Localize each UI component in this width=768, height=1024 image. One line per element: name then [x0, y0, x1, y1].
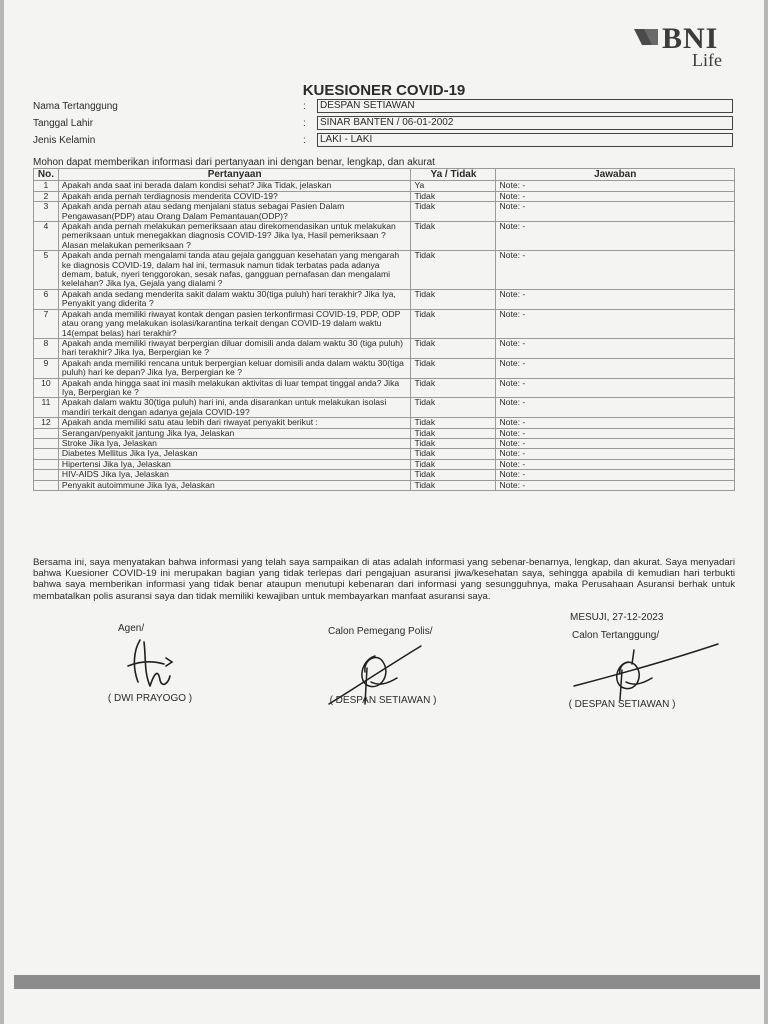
table-row: [34, 480, 735, 490]
row-number: 4: [34, 222, 59, 251]
row-note: Note: -: [496, 480, 735, 490]
row-question: Stroke Jika Iya, Jelaskan: [58, 438, 411, 448]
header-answer: Ya / Tidak: [411, 169, 496, 181]
row-note: Note: -: [496, 428, 735, 438]
intro-text: Mohon dapat memberikan informasi dari pertanyaan ini dengan benar, lengkap, dan akurat: [33, 157, 435, 168]
row-number: [34, 480, 59, 490]
row-answer: Tidak: [411, 438, 496, 448]
row-note: Note: -: [496, 251, 735, 290]
info-value-gender: LAKI - LAKI: [317, 133, 733, 147]
row-question: Apakah anda pernah terdiagnosis menderita COVID-19?: [58, 191, 411, 201]
row-answer: Ya: [411, 181, 496, 191]
table-row: [34, 222, 735, 251]
row-note: Note: -: [496, 309, 735, 338]
row-number: 10: [34, 378, 59, 398]
row-note: Note: -: [496, 438, 735, 448]
row-number: 9: [34, 358, 59, 378]
row-number: [34, 428, 59, 438]
table-row: [34, 378, 735, 398]
row-note: Note: -: [496, 418, 735, 428]
row-note: Note: -: [496, 358, 735, 378]
row-question: Apakah anda memiliki riwayat berpergian diluar domisili anda dalam waktu 30 (tiga puluh) hari terakhir? Jika Iya, Berpergian ke ?: [58, 338, 411, 358]
row-question: Hipertensi Jika Iya, Jelaskan: [58, 459, 411, 469]
table-body: [34, 181, 735, 491]
table-row: [34, 202, 735, 222]
table-row: [34, 191, 735, 201]
agent-signature-image: [120, 636, 190, 694]
row-answer: Tidak: [411, 428, 496, 438]
row-number: 5: [34, 251, 59, 290]
table-row: [34, 338, 735, 358]
row-note: Note: -: [496, 398, 735, 418]
row-note: Note: -: [496, 222, 735, 251]
row-answer: Tidak: [411, 480, 496, 490]
info-colon: :: [303, 118, 306, 129]
signature-title: Agen/: [118, 623, 145, 634]
declaration-text: Bersama ini, saya menyatakan bahwa informasi yang telah saya sampaikan di atas adalah informasi yang sebenar-benarnya, lengkap, dan akurat. Saya menyadari bahwa Kuesioner COVID-19 ini merupakan bagian yang tidak terlepas dari pengajuan asuransi jiwa/kesehatan saya, sehingga apabila di kemudian hari terbukti bahwa saya memberikan informasi yang tidak benar ataupun menutupi kebenaran dari informasi yang sesungguhnya, maka Perusahaan Asuransi berhak untuk membatalkan polis asuransi saya dan tidak memiliki kewajiban untuk membayarkan manfaat asuransi saya.: [33, 557, 735, 602]
signature-title: Calon Pemegang Polis/: [328, 626, 433, 637]
row-question: Apakah anda memiliki rencana untuk berpergian keluar domisili anda dalam waktu 30(tiga puluh) hari ke depan? Jika Iya, Berpergian ke ?: [58, 358, 411, 378]
row-answer: Tidak: [411, 398, 496, 418]
info-label: Nama Tertanggung: [33, 101, 118, 112]
row-answer: Tidak: [411, 459, 496, 469]
header-question: Pertanyaan: [58, 169, 411, 181]
row-question: Diabetes Mellitus Jika Iya, Jelaskan: [58, 449, 411, 459]
row-note: Note: -: [496, 338, 735, 358]
row-note: Note: -: [496, 378, 735, 398]
table-row: [34, 358, 735, 378]
header-no: No.: [34, 169, 59, 181]
info-colon: :: [303, 135, 306, 146]
table-row: [34, 459, 735, 469]
row-answer: Tidak: [411, 309, 496, 338]
row-number: 6: [34, 289, 59, 309]
table-row: [34, 438, 735, 448]
row-question: Apakah anda pernah melakukan pemeriksaan atau direkomendasikan untuk melakukan pemeriksaan untuk menegakkan diagnosis COVID-19? Jika Iya, Hasil pemeriksaan ? Alasan melakukan pemeriksaan ?: [58, 222, 411, 251]
row-answer: Tidak: [411, 358, 496, 378]
table-row: [34, 470, 735, 480]
bottom-border-band: [14, 975, 760, 989]
row-number: [34, 449, 59, 459]
row-number: 1: [34, 181, 59, 191]
questionnaire-table: [33, 168, 735, 491]
row-note: Note: -: [496, 202, 735, 222]
agent-signature-title: [118, 623, 144, 634]
row-number: [34, 470, 59, 480]
row-question: Apakah anda pernah atau sedang menjalani status sebagai Pasien Dalam Pengawasan(PDP) atau Orang Dalam Pemantauan(ODP)?: [58, 202, 411, 222]
bni-logo-mark-icon: [632, 26, 660, 48]
signature-name: ( DWI PRAYOGO ): [107, 693, 193, 704]
info-label: Tanggal Lahir: [33, 118, 94, 129]
table-row: [34, 251, 735, 290]
row-answer: Tidak: [411, 418, 496, 428]
table-row: [34, 309, 735, 338]
row-question: Serangan/penyakit jantung Jika Iya, Jelaskan: [58, 428, 411, 438]
row-question: Apakah dalam waktu 30(tiga puluh) hari ini, anda disarankan untuk melakukan isolasi mandiri terkait dengan adanya gejala COVID-19?: [58, 398, 411, 418]
row-number: [34, 459, 59, 469]
insured-signature-name: [562, 699, 682, 710]
agent-signature-name: [100, 693, 200, 704]
row-question: Apakah anda pernah mengalami tanda atau gejala gangguan kesehatan yang mengarah ke diagnosis COVID-19, dalam hal ini, termasuk namun tidak terbatas pada adanya demam, batuk, nyeri tenggorokan, sesak nafas, gangguan pernafasan dan mengalami kelelahan? Jika Iya, Gejala yang dialami ?: [58, 251, 411, 290]
table-row: [34, 181, 735, 191]
row-question: Apakah anda hingga saat ini masih melakukan aktivitas di luar tempat tinggal anda? Jika Iya, Berpergian ke ?: [58, 378, 411, 398]
logo-sub-text: Life: [692, 50, 722, 70]
row-question: Penyakit autoimmune Jika Iya, Jelaskan: [58, 480, 411, 490]
table-header-row: [34, 169, 735, 181]
signature-name: ( DESPAN SETIAWAN ): [568, 699, 676, 710]
row-number: 8: [34, 338, 59, 358]
place-date: MESUJI, 27-12-2023: [570, 612, 664, 623]
table-row: [34, 289, 735, 309]
signature-title: Calon Tertanggung/: [572, 630, 660, 641]
row-question: Apakah anda saat ini berada dalam kondisi sehat? Jika Tidak, jelaskan: [58, 181, 411, 191]
table-row: [34, 418, 735, 428]
header-note: Jawaban: [496, 169, 735, 181]
info-value-name: DESPAN SETIAWAN: [317, 99, 733, 113]
table-row: [34, 398, 735, 418]
row-question: Apakah anda memiliki riwayat kontak dengan pasien terkonfirmasi COVID-19, PDP, ODP atau orang yang melakukan isolasi/karantina terkait dengan COVID-19 dalam waktu 14(empat belas) hari terakhir?: [58, 309, 411, 338]
info-value-birth: SINAR BANTEN / 06-01-2002: [317, 116, 733, 130]
info-colon: :: [303, 101, 306, 112]
row-answer: Tidak: [411, 378, 496, 398]
row-number: 7: [34, 309, 59, 338]
row-number: 2: [34, 191, 59, 201]
row-answer: Tidak: [411, 191, 496, 201]
row-number: 11: [34, 398, 59, 418]
row-note: Note: -: [496, 181, 735, 191]
row-number: 3: [34, 202, 59, 222]
row-answer: Tidak: [411, 338, 496, 358]
row-answer: Tidak: [411, 289, 496, 309]
row-note: Note: -: [496, 289, 735, 309]
row-number: [34, 438, 59, 448]
table-row: [34, 428, 735, 438]
row-note: Note: -: [496, 470, 735, 480]
page-title: KUESIONER COVID-19: [302, 82, 466, 99]
document-page: [4, 0, 764, 1024]
row-note: Note: -: [496, 459, 735, 469]
row-question: Apakah anda sedang menderita sakit dalam waktu 30(tiga puluh) hari terakhir? Jika Iya, Penyakit yang diderita ?: [58, 289, 411, 309]
row-answer: Tidak: [411, 202, 496, 222]
logo-brand-text: BNI: [662, 22, 719, 55]
row-answer: Tidak: [411, 222, 496, 251]
row-note: Note: -: [496, 449, 735, 459]
row-question: Apakah anda memiliki satu atau lebih dari riwayat penyakit berikut :: [58, 418, 411, 428]
row-answer: Tidak: [411, 449, 496, 459]
bni-life-logo: [632, 22, 732, 72]
insured-signature-image: [570, 640, 720, 702]
row-number: 12: [34, 418, 59, 428]
policyholder-signature-name: [323, 695, 443, 706]
row-question: HIV-AIDS Jika Iya, Jelaskan: [58, 470, 411, 480]
signature-name: ( DESPAN SETIAWAN ): [329, 695, 437, 706]
row-answer: Tidak: [411, 470, 496, 480]
row-answer: Tidak: [411, 251, 496, 290]
policyholder-signature-title: [328, 626, 433, 637]
table-row: [34, 449, 735, 459]
info-label: Jenis Kelamin: [33, 135, 96, 146]
row-note: Note: -: [496, 191, 735, 201]
